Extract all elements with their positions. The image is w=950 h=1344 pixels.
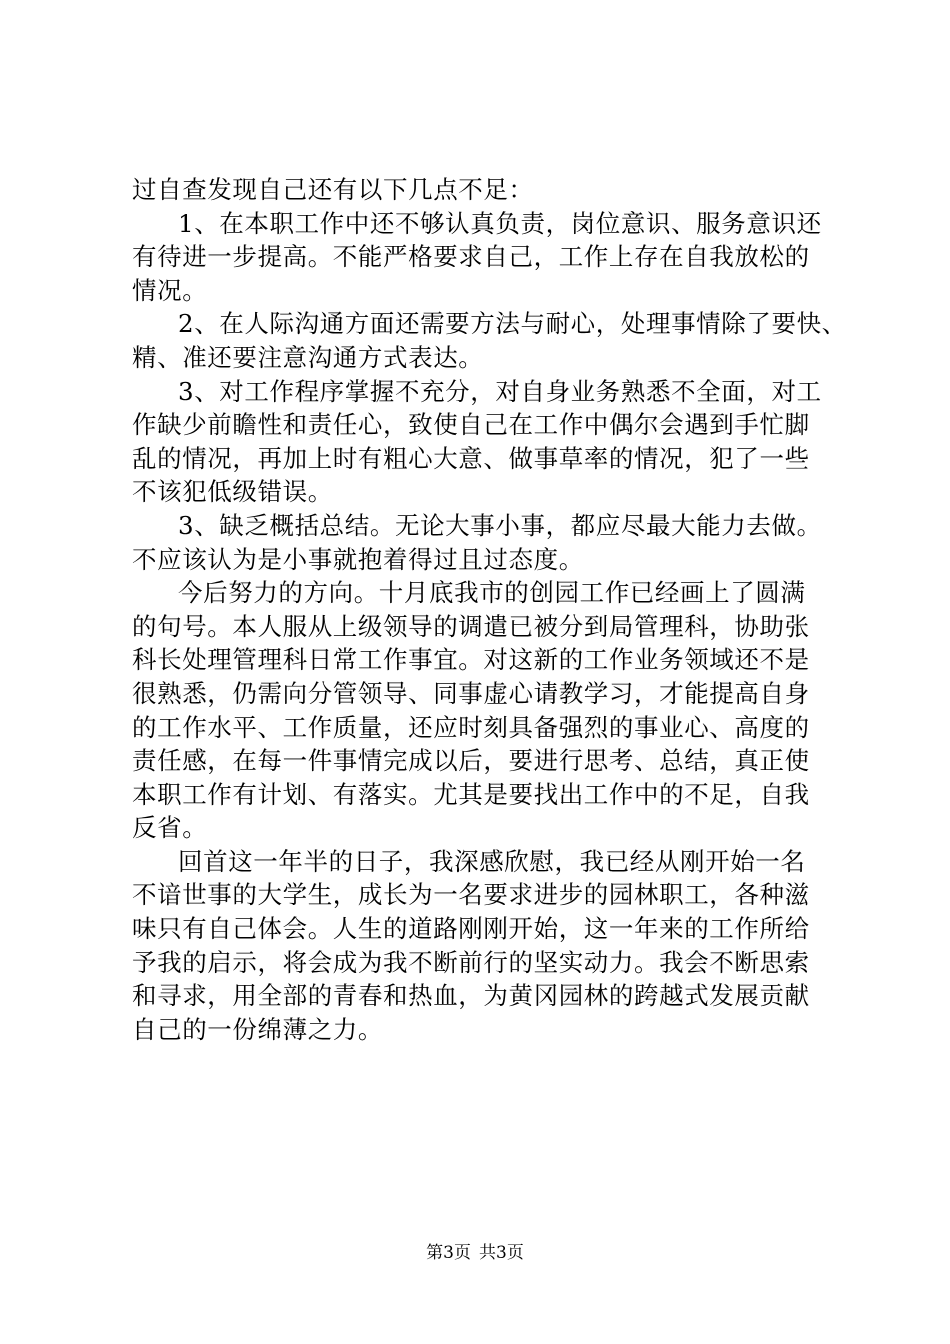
- text-line: 回首这一年半的日子，我深感欣慰，我已经从刚开始一名: [178, 846, 806, 876]
- page-total: 共3页: [479, 1243, 524, 1263]
- text-line: 科长处理管理科日常工作事宜。对这新的工作业务领域还不是: [132, 645, 810, 675]
- text-line: 1、在本职工作中还不够认真负责，岗位意识、服务意识还: [178, 208, 822, 238]
- text-line: 不应该认为是小事就抱着得过且过态度。: [132, 544, 584, 574]
- text-line: 精、准还要注意沟通方式表达。: [132, 342, 484, 372]
- text-line: 3、缺乏概括总结。无论大事小事，都应尽最大能力去做。: [178, 510, 822, 540]
- text-line: 自己的一份绵薄之力。: [132, 1014, 383, 1044]
- text-line: 有待进一步提高。不能严格要求自己，工作上存在自我放松的: [132, 242, 810, 272]
- text-line: 情况。: [132, 275, 208, 305]
- text-line: 的句号。本人服从上级领导的调遣已被分到局管理科，协助张: [132, 611, 810, 641]
- text-line: 本职工作有计划、有落实。尤其是要找出工作中的不足，自我: [132, 779, 810, 809]
- text-line: 味只有自己体会。人生的道路刚刚开始，这一年来的工作所给: [132, 914, 810, 944]
- text-line: 很熟悉，仍需向分管领导、同事虚心请教学习，才能提高自身: [132, 678, 810, 708]
- text-line: 过自查发现自己还有以下几点不足：: [132, 175, 534, 204]
- text-line: 今后努力的方向。十月底我市的创园工作已经画上了圆满: [178, 578, 806, 608]
- text-line: 2、在人际沟通方面还需要方法与耐心，处理事情除了要快、: [178, 309, 847, 339]
- text-line: 作缺少前瞻性和责任心，致使自己在工作中偶尔会遇到手忙脚: [132, 410, 810, 440]
- text-line: 3、对工作程序掌握不充分，对自身业务熟悉不全面，对工: [178, 376, 822, 406]
- text-line: 的工作水平、工作质量，还应时刻具备强烈的事业心、高度的: [132, 712, 810, 742]
- text-line: 予我的启示，将会成为我不断前行的坚实动力。我会不断思索: [132, 947, 810, 977]
- text-line: 责任感，在每一件事情完成以后，要进行思考、总结，真正使: [132, 746, 810, 776]
- text-line: 和寻求，用全部的青春和热血，为黄冈园林的跨越式发展贡献: [132, 981, 810, 1011]
- text-line: 不谙世事的大学生，成长为一名要求进步的园林职工，各种滋: [132, 880, 810, 910]
- page-number: 第3页: [426, 1243, 471, 1263]
- document-body: [132, 173, 847, 1046]
- page-footer: [0, 1241, 950, 1265]
- text-line: 乱的情况，再加上时有粗心大意、做事草率的情况，犯了一些: [132, 443, 810, 473]
- text-line: 反省。: [132, 813, 208, 843]
- text-line: 不该犯低级错误。: [132, 477, 333, 507]
